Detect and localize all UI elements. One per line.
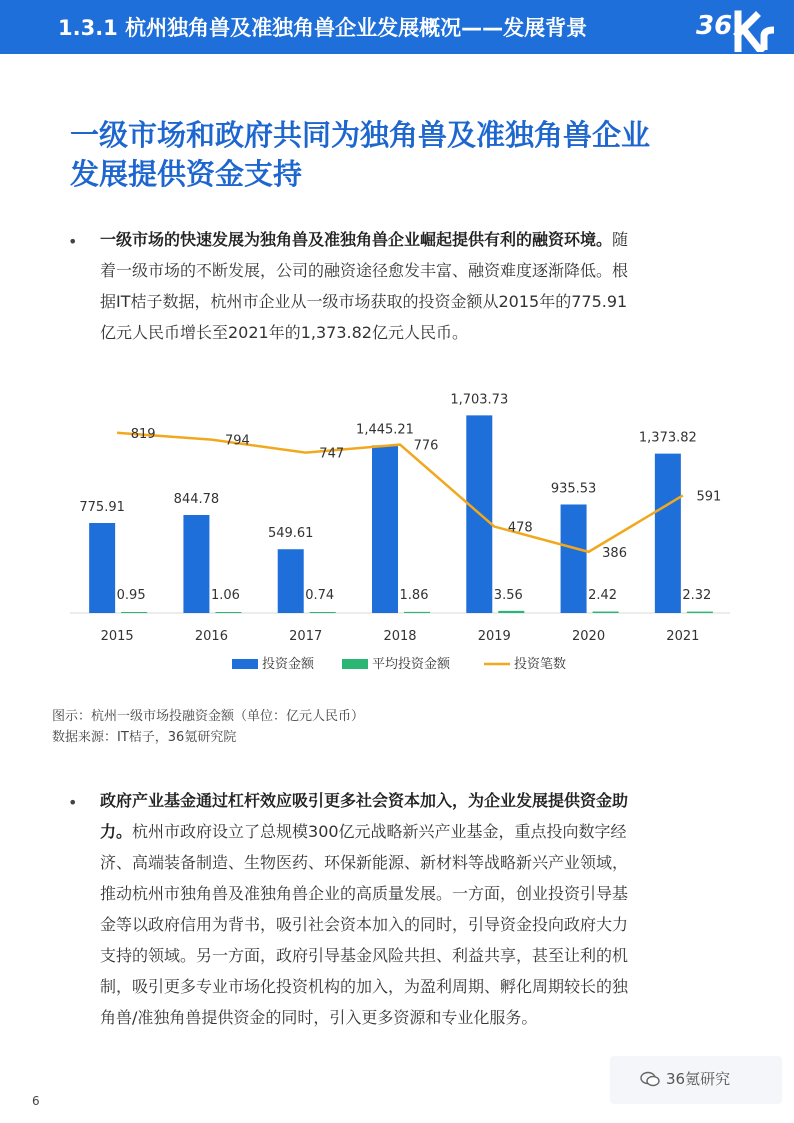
header-bar — [0, 0, 794, 54]
x-tick-2021: 2021 — [666, 629, 700, 644]
section2-line-6: 支持的领域。另一方面，政府引导基金风险共担、利益共享，甚至让利的机 — [100, 946, 629, 965]
label-deal-count-2018: 776 — [413, 438, 439, 454]
label-deal-count-2020: 386 — [602, 545, 627, 561]
section2-line-7: 制，吸引更多专业市场化投资机构的加入，为盈利周期、孵化周期较长的独 — [100, 977, 629, 996]
label-investment-2018: 1,445.21 — [356, 422, 414, 438]
label-deal-count-2015: 819 — [130, 426, 156, 442]
label-deal-count-2017: 747 — [319, 446, 345, 462]
watermark-text: 36氪研究 — [666, 1070, 731, 1088]
legend-label-investment: 投资金额 — [262, 657, 315, 672]
label-average-2016: 1.06 — [210, 588, 240, 603]
label-investment-2015: 775.91 — [79, 499, 125, 515]
section1-line-1 — [100, 224, 742, 255]
wechat-icon — [640, 1071, 660, 1087]
label-deal-count-2019: 478 — [507, 520, 533, 536]
section2-lead-2: 力。 — [100, 822, 133, 841]
bar-investment-2016 — [183, 515, 209, 613]
label-investment-2021: 1,373.82 — [638, 430, 697, 446]
figure-caption — [52, 706, 364, 748]
page-heading — [70, 116, 750, 194]
bar-average-2021 — [687, 612, 713, 613]
label-average-2019: 3.56 — [493, 588, 523, 603]
label-deal-count-2021: 591 — [696, 489, 722, 505]
section2-paragraph — [100, 785, 742, 1033]
bar-average-2019 — [498, 611, 524, 613]
legend-label-deal-count: 投资笔数 — [514, 657, 567, 672]
bar-average-2016 — [215, 612, 241, 613]
x-tick-2016: 2016 — [194, 629, 228, 644]
section1-line-3: 据IT桔子数据，杭州市企业从一级市场获取的投资金额从2015年的775.91 — [100, 292, 628, 311]
label-investment-2017: 549.61 — [267, 526, 314, 542]
bar-investment-2021 — [655, 454, 681, 613]
bar-average-2015 — [121, 612, 147, 613]
36kr-logo — [694, 4, 782, 52]
caption-figure: 图示：杭州一级市场投融资金额（单位：亿元人民币） — [52, 709, 365, 724]
x-tick-2017: 2017 — [289, 629, 323, 644]
heading-line-1: 一级市场和政府共同为独角兽及准独角兽企业 — [70, 118, 651, 152]
label-investment-2016: 844.78 — [173, 492, 220, 508]
section1-line-4: 亿元人民币增长至2021年的1,373.82亿元人民币。 — [100, 323, 468, 342]
section1-text: 随 — [612, 230, 629, 249]
caption-source: 数据来源：IT桔子，36氪研究院 — [52, 730, 237, 745]
section2-line-8: 角兽/准独角兽提供资金的同时，引入更多资源和专业化服务。 — [100, 1008, 538, 1027]
section2-line-5: 金等以政府信用为背书，吸引社会资本加入的同时，引导资金投向政府大力 — [100, 915, 629, 934]
x-tick-2019: 2019 — [477, 629, 511, 644]
section2-line-3: 济、高端装备制造、生物医药、环保新能源、新材料等战略新兴产业领域， — [100, 853, 629, 872]
label-average-2015: 0.95 — [116, 588, 146, 603]
x-tick-2015: 2015 — [100, 629, 134, 644]
bar-average-2017 — [310, 612, 336, 613]
section2-text: 杭州市政府设立了总规模300亿元战略新兴产业基金，重点投向数字经 — [132, 822, 627, 841]
section1-line-2: 着一级市场的不断发展，公司的融资途径愈发丰富、融资难度逐渐降低。根 — [100, 261, 629, 280]
x-tick-2020: 2020 — [572, 629, 606, 644]
svg-text:36: 36 — [696, 11, 733, 41]
section2-line-4: 推动杭州市独角兽及准独角兽企业的高质量发展。一方面，创业投资引导基 — [100, 884, 629, 903]
label-investment-2019: 1,703.73 — [450, 392, 509, 408]
bar-investment-2017 — [278, 549, 304, 613]
legend-swatch-investment — [232, 659, 258, 669]
label-deal-count-2016: 794 — [225, 433, 250, 449]
section1-paragraph — [100, 224, 742, 348]
header-title: 1.3.1 杭州独角兽及准独角兽企业发展概况——发展背景 — [58, 16, 588, 40]
label-average-2018: 1.86 — [399, 588, 429, 603]
section2-line-1 — [100, 785, 742, 816]
label-average-2020: 2.42 — [588, 588, 618, 603]
bar-average-2018 — [404, 612, 430, 613]
section2-line-2 — [100, 816, 742, 847]
legend-label-average: 平均投资金额 — [372, 657, 451, 672]
section1-lead: 一级市场的快速发展为独角兽及准独角兽企业崛起提供有利的融资环境。 — [100, 230, 613, 249]
bar-average-2020 — [593, 612, 619, 613]
x-tick-2018: 2018 — [383, 629, 417, 644]
bar-investment-2020 — [561, 504, 587, 613]
label-investment-2020: 935.53 — [550, 481, 597, 497]
label-average-2017: 0.74 — [305, 588, 335, 603]
heading-line-2: 发展提供资金支持 — [70, 157, 303, 191]
section2-lead-1: 政府产业基金通过杠杆效应吸引更多社会资本加入，为企业发展提供资金助 — [100, 791, 629, 810]
bar-investment-2015 — [89, 523, 115, 613]
investment-chart — [60, 370, 740, 690]
label-average-2021: 2.32 — [682, 588, 712, 603]
wechat-watermark — [640, 1068, 730, 1089]
legend-swatch-average — [342, 659, 368, 669]
bullet-2: • — [68, 793, 78, 812]
bullet-1: • — [68, 232, 78, 251]
page-number: 6 — [32, 1094, 40, 1108]
bar-investment-2018 — [372, 445, 398, 613]
